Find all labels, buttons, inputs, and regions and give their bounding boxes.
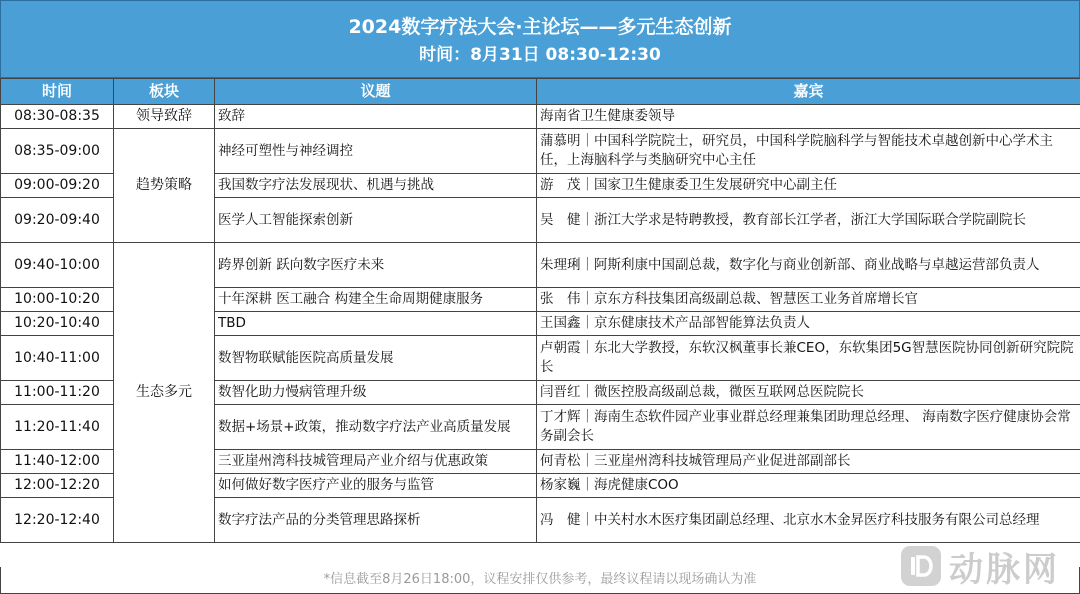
column-header-time: 时间 <box>1 79 114 105</box>
column-header-guest: 嘉宾 <box>537 79 1080 105</box>
time-cell: 11:20-11:40 <box>1 405 114 450</box>
time-cell: 09:40-10:00 <box>1 243 114 288</box>
topic-cell: 跨界创新 跃向数字医疗未来 <box>215 243 537 288</box>
time-cell: 10:00-10:20 <box>1 288 114 312</box>
time-cell: 09:00-09:20 <box>1 174 114 198</box>
block-cell: 生态多元 <box>114 243 215 543</box>
topic-cell: 致辞 <box>215 105 537 129</box>
agenda-table <box>0 78 1080 543</box>
footer-note: *信息截至8月26日18:00，议程安排仅供参考，最终议程请以现场确认为准 <box>0 567 1080 594</box>
guest-cell: 丁才辉｜海南生态软件园产业事业群总经理兼集团助理总经理、 海南数字医疗健康协会常务副会长 <box>537 405 1080 450</box>
topic-cell: 数智物联赋能医院高质量发展 <box>215 336 537 381</box>
guest-cell: 吴 健｜浙江大学求是特聘教授，教育部长江学者，浙江大学国际联合学院副院长 <box>537 198 1080 243</box>
column-header-topic: 议题 <box>215 79 537 105</box>
topic-cell: 数据+场景+政策，推动数字疗法产业高质量发展 <box>215 405 537 450</box>
column-header-block: 板块 <box>114 79 215 105</box>
guest-cell: 朱理琍｜阿斯利康中国副总裁，数字化与商业创新部、商业战略与卓越运营部负责人 <box>537 243 1080 288</box>
page-title: 2024数字疗法大会·主论坛——多元生态创新 <box>348 16 732 38</box>
table-row <box>1 243 1080 288</box>
guest-cell: 王国鑫｜京东健康技术产品部智能算法负责人 <box>537 312 1080 336</box>
time-cell: 10:40-11:00 <box>1 336 114 381</box>
topic-cell: 我国数字疗法发展现状、机遇与挑战 <box>215 174 537 198</box>
time-cell: 08:35-09:00 <box>1 129 114 174</box>
topic-cell: 医学人工智能探索创新 <box>215 198 537 243</box>
topic-cell: 神经可塑性与神经调控 <box>215 129 537 174</box>
time-cell: 10:20-10:40 <box>1 312 114 336</box>
time-cell: 11:40-12:00 <box>1 450 114 474</box>
session-time: 时间：8月31日 08:30-12:30 <box>419 45 661 65</box>
guest-cell: 张 伟｜京东方科技集团高级副总裁、智慧医工业务首席增长官 <box>537 288 1080 312</box>
guest-cell: 游 茂｜国家卫生健康委卫生发展研究中心副主任 <box>537 174 1080 198</box>
guest-cell: 何青松｜三亚崖州湾科技城管理局产业促进部副部长 <box>537 450 1080 474</box>
block-cell: 领导致辞 <box>114 105 215 129</box>
guest-cell: 卢朝霞｜东北大学教授，东软汉枫董事长兼CEO，东软集团5G智慧医院协同创新研究院院长 <box>537 336 1080 381</box>
title-banner <box>0 0 1080 78</box>
guest-cell: 蒲慕明｜中国科学院院士，研究员，中国科学院脑科学与智能技术卓越创新中心学术主任，上海脑科学与类脑研究中心主任 <box>537 129 1080 174</box>
time-cell: 12:00-12:20 <box>1 474 114 498</box>
topic-cell: 如何做好数字医疗产业的服务与监管 <box>215 474 537 498</box>
guest-cell: 海南省卫生健康委领导 <box>537 105 1080 129</box>
watermark-text: 动脉网 <box>949 549 1060 590</box>
topic-cell: 数字疗法产品的分类管理思路探析 <box>215 498 537 543</box>
time-cell: 11:00-11:20 <box>1 381 114 405</box>
block-cell: 趋势策略 <box>114 129 215 243</box>
watermark <box>901 544 1060 588</box>
guest-cell: 闫晋红｜微医控股高级副总裁，微医互联网总医院院长 <box>537 381 1080 405</box>
arterial-network-logo-icon <box>901 546 941 586</box>
guest-cell: 杨家巍｜海虎健康COO <box>537 474 1080 498</box>
table-header-row <box>1 79 1080 105</box>
topic-cell: 数智化助力慢病管理升级 <box>215 381 537 405</box>
time-cell: 08:30-08:35 <box>1 105 114 129</box>
table-row <box>1 105 1080 129</box>
topic-cell: TBD <box>215 312 537 336</box>
guest-cell: 冯 健｜中关村水木医疗集团副总经理、北京水木金昇医疗科技服务有限公司总经理 <box>537 498 1080 543</box>
topic-cell: 三亚崖州湾科技城管理局产业介绍与优惠政策 <box>215 450 537 474</box>
table-row <box>1 129 1080 174</box>
time-cell: 09:20-09:40 <box>1 198 114 243</box>
time-cell: 12:20-12:40 <box>1 498 114 543</box>
topic-cell: 十年深耕 医工融合 构建全生命周期健康服务 <box>215 288 537 312</box>
